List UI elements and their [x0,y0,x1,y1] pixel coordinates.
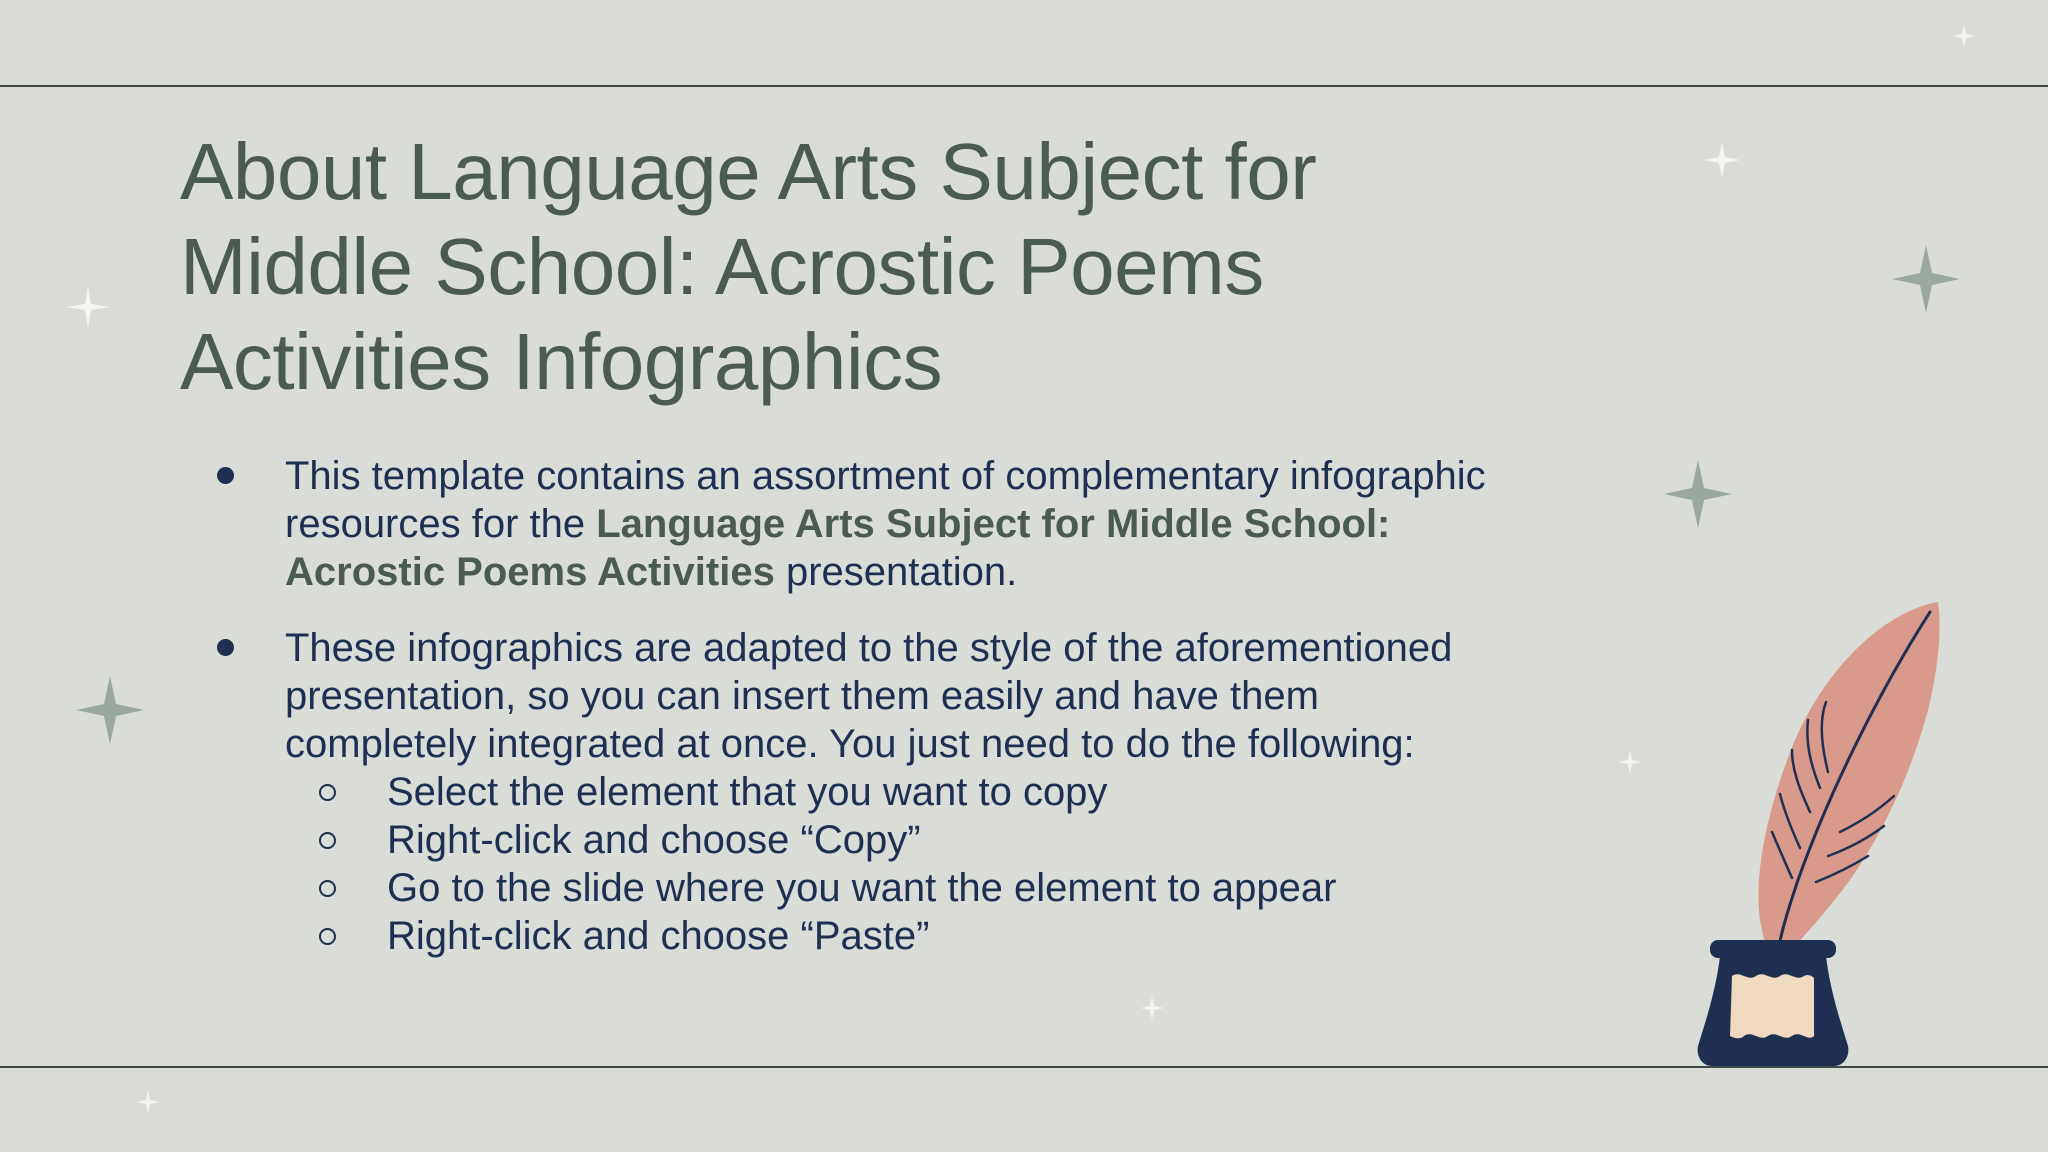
sparkle-icon [76,676,144,744]
bullet-item-instructions [215,624,1515,960]
step-item-copy [215,816,1515,864]
bullet1-line-3-text: presentation. [774,550,1018,594]
hollow-bullet-icon [319,880,336,897]
quill-inkwell-icon [1680,590,1960,1075]
step-label: Go to the slide where you want the element to appear [387,866,1337,910]
sparkle-icon [1704,142,1740,178]
bullet1-line-2-text: resources for the [285,502,597,546]
bullet-dot-icon [217,467,234,484]
step-item-select [215,768,1515,816]
top-rule [0,85,2048,87]
bullet2-line-1: These infographics are adapted to the style of the aforementioned [285,626,1453,670]
title-line-1: About Language Arts Subject for [180,127,1317,216]
hollow-bullet-icon [319,784,336,801]
bullet1-line-3 [285,548,1515,596]
bullet1-bold-title-part2: Acrostic Poems Activities [285,550,775,594]
slide-body [215,452,1515,960]
title-line-3: Activities Infographics [180,317,943,406]
sparkle-icon [1618,750,1642,774]
hollow-bullet-icon [319,928,336,945]
bullet1-line-1: This template contains an assortment of complementary infographic [285,454,1486,498]
bullet-dot-icon [217,639,234,656]
bullet2-line-2: presentation, so you can insert them easily and have them [285,674,1319,718]
hollow-bullet-icon [319,832,336,849]
slide-title [180,124,1480,409]
bullet-item-template-info [215,452,1515,596]
bullet1-bold-title-part1: Language Arts Subject for Middle School: [596,502,1391,546]
sparkle-icon [1952,24,1976,48]
step-item-paste [215,912,1515,960]
bullet2-line-3: completely integrated at once. You just need to do the following: [285,722,1415,766]
step-label: Right-click and choose “Copy” [387,818,921,862]
sparkle-icon [66,285,110,329]
sparkle-icon [136,1090,160,1114]
step-label: Right-click and choose “Paste” [387,914,930,958]
sparkle-icon [1892,245,1960,313]
step-item-go-to-slide [215,864,1515,912]
bullet1-line-2 [285,500,1515,548]
title-line-2: Middle School: Acrostic Poems [180,222,1264,311]
sparkle-icon [1140,996,1164,1020]
step-label: Select the element that you want to copy [387,770,1108,814]
sparkle-icon [1664,460,1732,528]
